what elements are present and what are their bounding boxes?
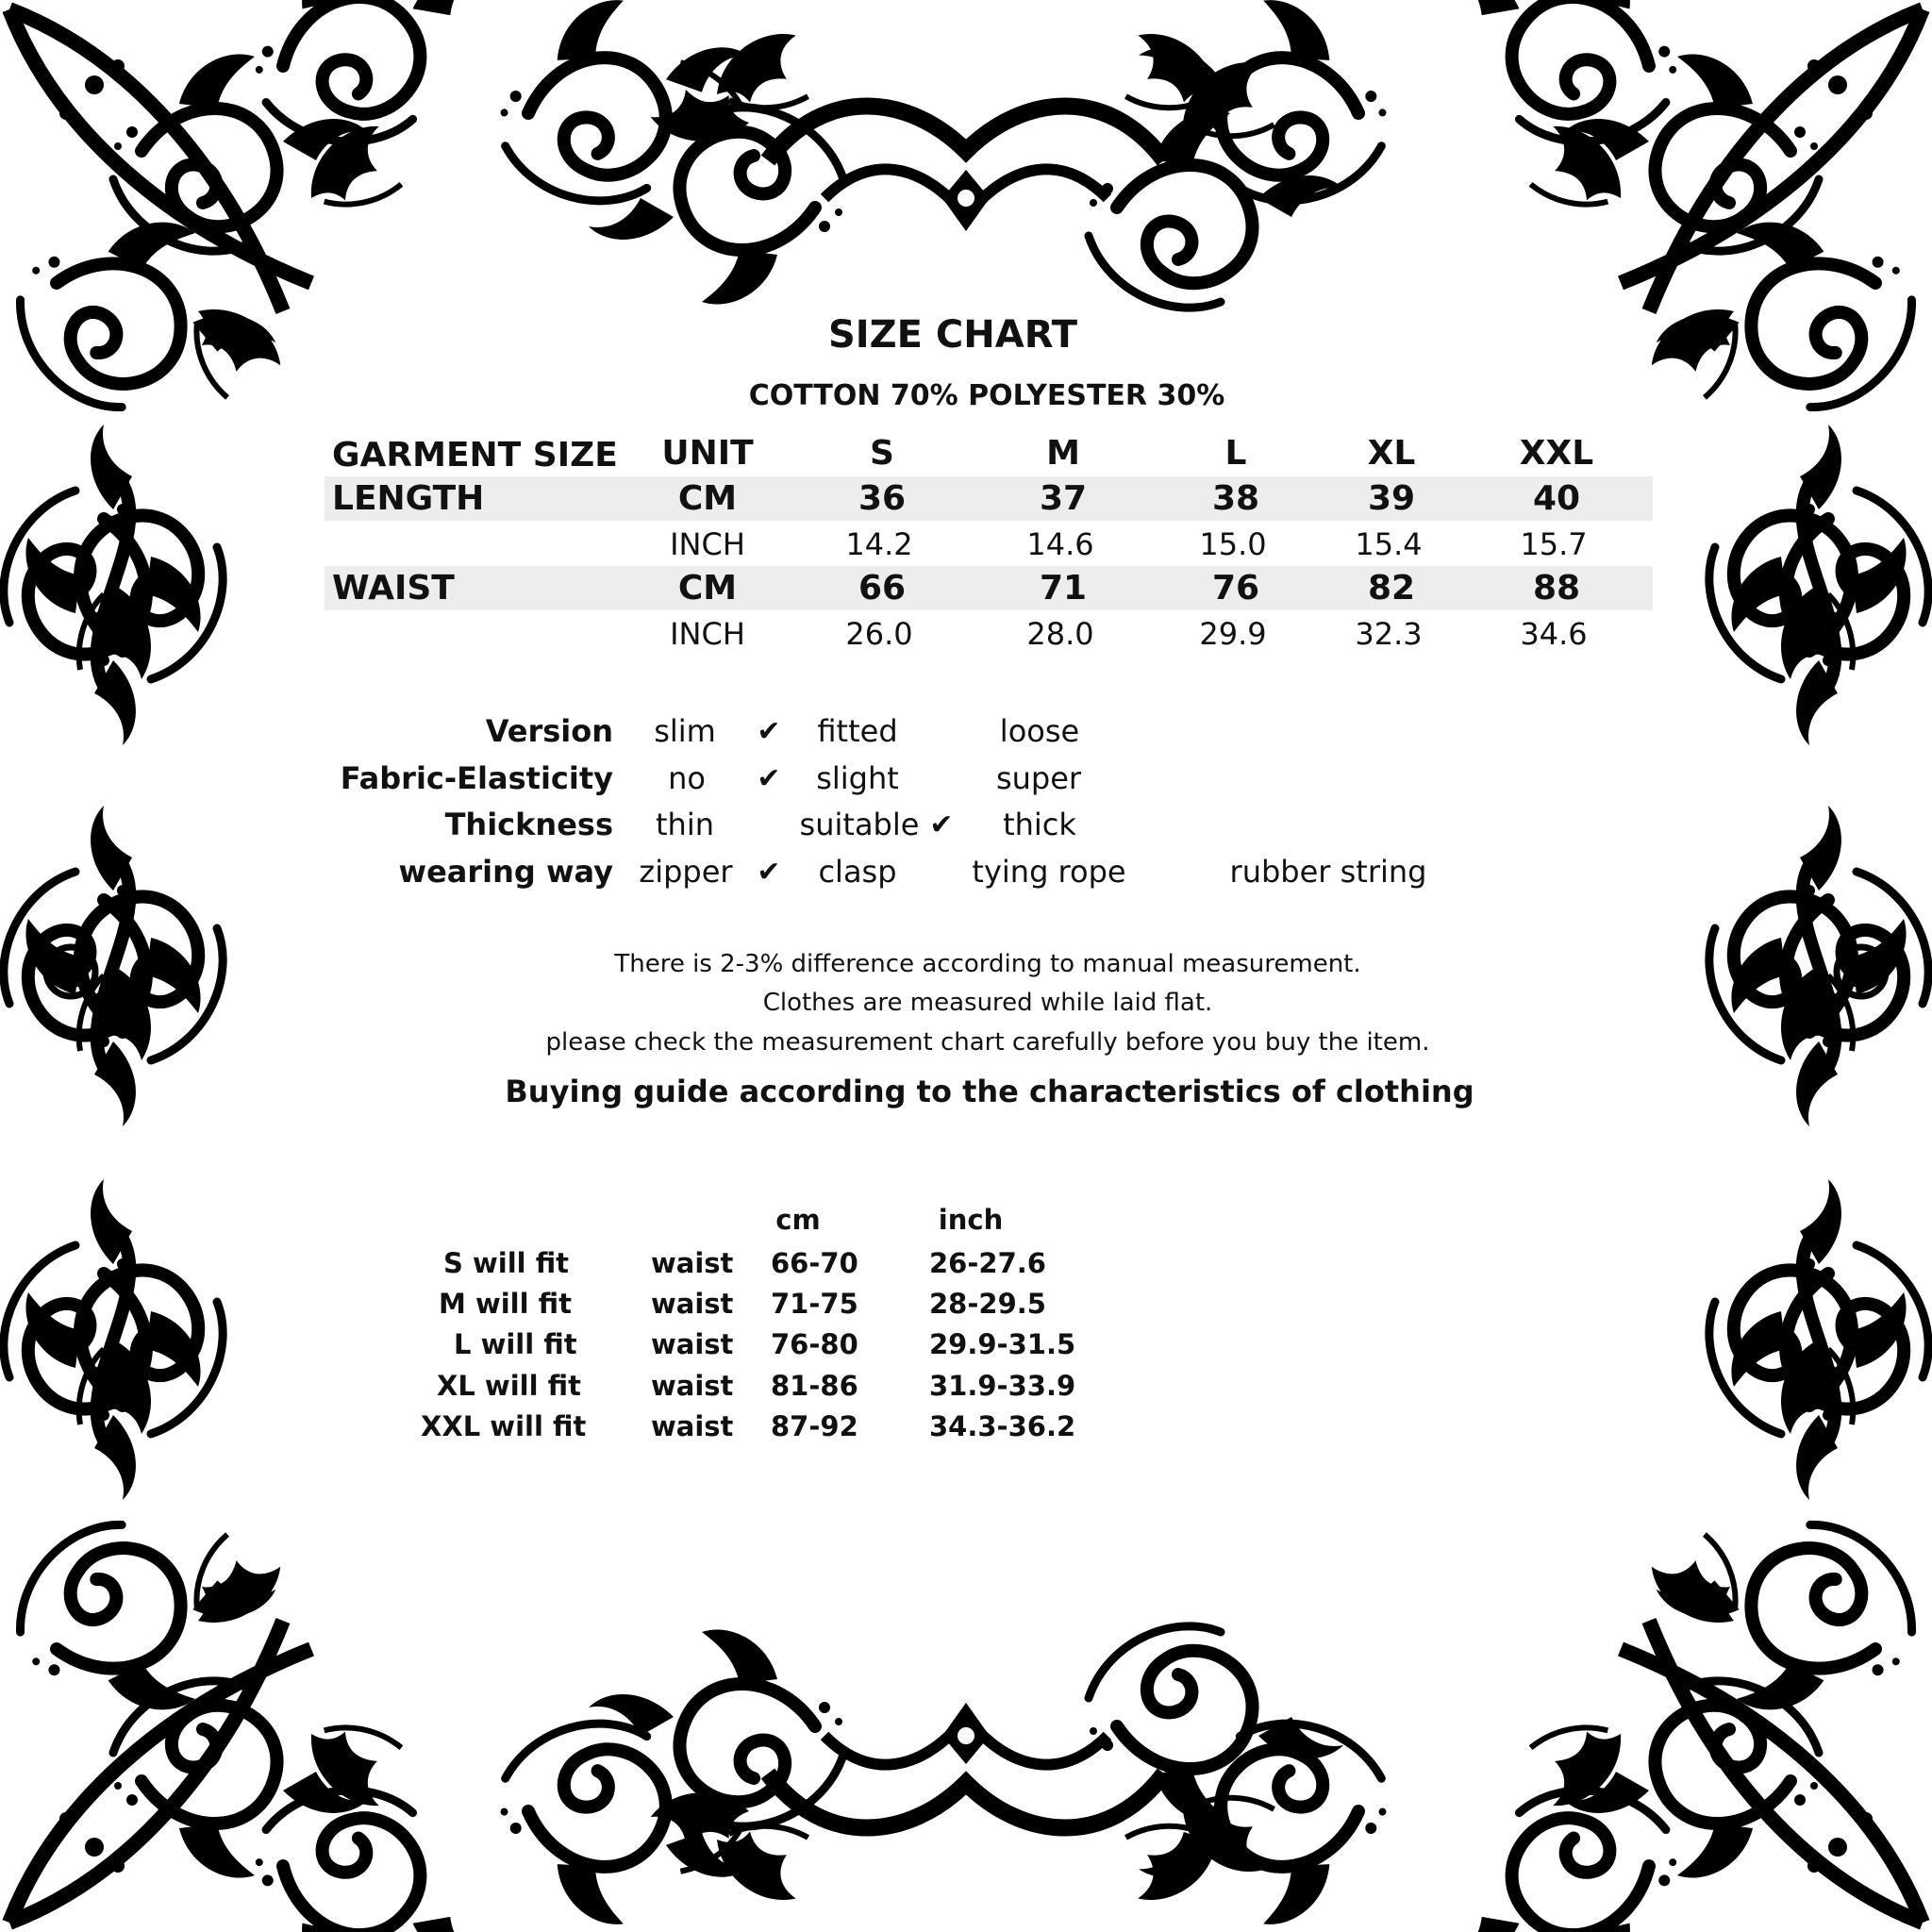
- attr-label-fabric-elasticity: Fabric-Elasticity: [340, 760, 613, 796]
- table-cell: 14.2: [845, 526, 913, 562]
- table-header-unit: UNIT: [661, 434, 754, 473]
- table-cell: 28.0: [1026, 616, 1094, 652]
- table-cell: 34.6: [1520, 616, 1588, 652]
- fit-row-inch: 26-27.6: [929, 1247, 1046, 1279]
- table-cell: 15.7: [1520, 526, 1588, 562]
- table-cell: 29.9: [1199, 616, 1267, 652]
- attr-option: thin: [656, 807, 714, 842]
- row-label-waist: WAIST: [332, 569, 455, 608]
- table-cell: 26.0: [845, 616, 913, 652]
- attr-option: fitted: [817, 713, 898, 749]
- table-row-band: [325, 566, 1653, 610]
- table-cell: 66: [858, 569, 907, 608]
- attr-label-version: Version: [485, 713, 613, 749]
- table-cell: 76: [1211, 569, 1260, 608]
- fit-row-cm: 76-80: [771, 1328, 858, 1360]
- attr-option: tying rope: [972, 854, 1126, 890]
- table-header-garment-size: GARMENT SIZE: [332, 436, 618, 475]
- table-header-s: S: [870, 434, 894, 473]
- table-cell: 40: [1532, 479, 1581, 518]
- fit-row-inch: 34.3-36.2: [929, 1410, 1076, 1442]
- fit-row-cm: 66-70: [771, 1247, 858, 1279]
- attr-label-thickness: Thickness: [444, 807, 613, 842]
- check-icon: ✔: [929, 808, 954, 841]
- table-cell: 14.6: [1026, 526, 1094, 562]
- fit-row-cm: 87-92: [771, 1410, 858, 1442]
- fit-row-measure: waist: [651, 1370, 734, 1402]
- check-icon: ✔: [757, 715, 781, 748]
- fit-row-label: XL will fit: [437, 1370, 582, 1402]
- fit-row-inch: 28-29.5: [929, 1288, 1046, 1320]
- table-header-m: M: [1046, 434, 1080, 473]
- fit-row-label: XXL will fit: [421, 1410, 587, 1442]
- attr-option: slight: [816, 760, 899, 796]
- table-cell: 82: [1367, 569, 1416, 608]
- fit-row-label: L will fit: [454, 1328, 577, 1360]
- fit-row-measure: waist: [651, 1410, 734, 1442]
- fit-row-cm: 81-86: [771, 1370, 858, 1402]
- table-cell: 38: [1211, 479, 1260, 518]
- table-cell: 32.3: [1355, 616, 1423, 652]
- attr-option: no: [668, 760, 706, 796]
- attr-label-wearing-way: wearing way: [398, 854, 613, 890]
- table-header-xl: XL: [1367, 434, 1416, 473]
- table-cell: 15.4: [1355, 526, 1423, 562]
- attr-option: rubber string: [1229, 854, 1427, 890]
- table-row-band: [325, 476, 1653, 521]
- page-title: SIZE CHART: [827, 313, 1078, 357]
- table-cell: 15.0: [1199, 526, 1267, 562]
- attr-option: suitable: [799, 807, 920, 842]
- note-line: please check the measurement chart carefully before you buy the item.: [545, 1028, 1430, 1057]
- row-label-length: LENGTH: [332, 479, 485, 518]
- fit-header-cm: cm: [775, 1204, 821, 1236]
- fit-row-measure: waist: [651, 1328, 734, 1360]
- check-icon: ✔: [757, 762, 781, 795]
- check-icon: ✔: [757, 856, 781, 889]
- note-line: Clothes are measured while laid flat.: [762, 989, 1213, 1017]
- attr-option: thick: [1003, 807, 1076, 842]
- fit-row-label: M will fit: [439, 1288, 573, 1320]
- note-line: There is 2-3% difference according to manual measurement.: [614, 950, 1361, 978]
- row-unit: CM: [677, 479, 738, 518]
- fit-row-inch: 31.9-33.9: [929, 1370, 1076, 1402]
- attr-option: loose: [999, 713, 1080, 749]
- fit-row-cm: 71-75: [771, 1288, 858, 1320]
- fit-header-inch: inch: [938, 1204, 1004, 1236]
- attr-option: zipper: [639, 854, 733, 890]
- attr-option: slim: [654, 713, 716, 749]
- fabric-composition: COTTON 70% POLYESTER 30%: [748, 379, 1225, 412]
- table-cell: 39: [1367, 479, 1416, 518]
- table-header-xxl: XXL: [1519, 434, 1594, 473]
- table-cell: 88: [1532, 569, 1581, 608]
- fit-row-measure: waist: [651, 1247, 734, 1279]
- table-cell: 37: [1039, 479, 1088, 518]
- fit-row-measure: waist: [651, 1288, 734, 1320]
- row-unit: CM: [677, 569, 738, 608]
- table-cell: 71: [1039, 569, 1088, 608]
- row-unit: INCH: [670, 616, 745, 652]
- buying-guide-title: Buying guide according to the characteristics of clothing: [505, 1074, 1474, 1109]
- attr-option: clasp: [818, 854, 897, 890]
- row-unit: INCH: [670, 526, 745, 562]
- table-cell: 36: [858, 479, 907, 518]
- fit-row-inch: 29.9-31.5: [929, 1328, 1076, 1360]
- fit-row-label: S will fit: [443, 1247, 570, 1279]
- table-header-l: L: [1224, 434, 1247, 473]
- attr-option: super: [995, 760, 1082, 796]
